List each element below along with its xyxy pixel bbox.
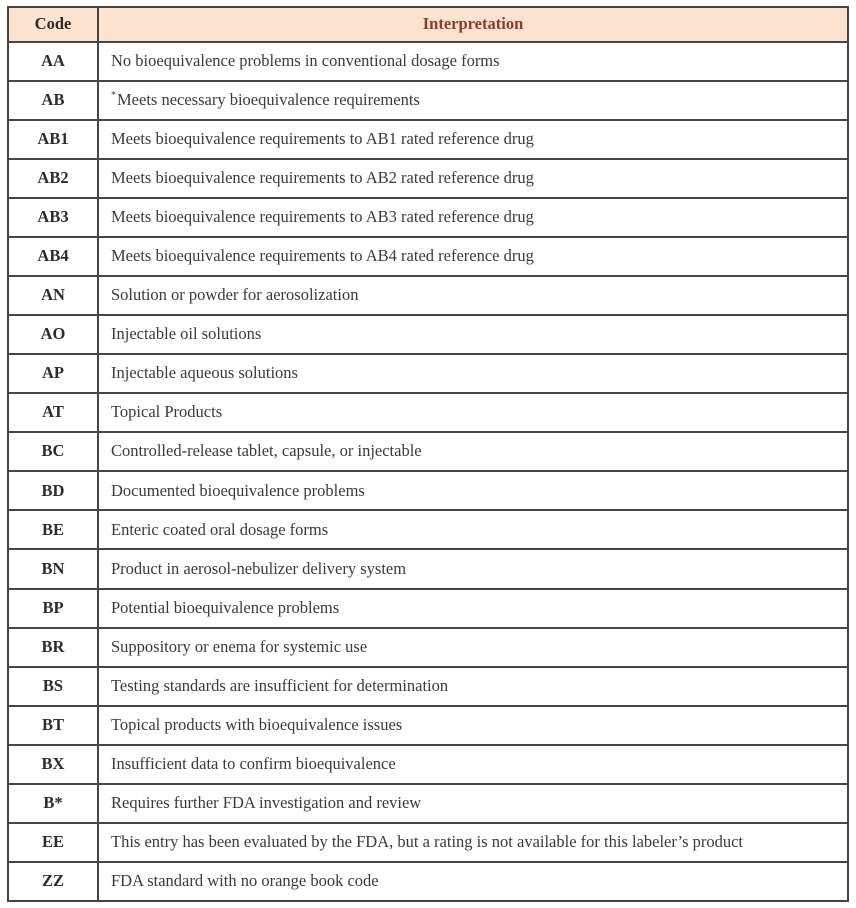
table-row — [8, 237, 848, 276]
interpretation-cell — [98, 81, 848, 120]
interpretation-cell — [98, 784, 848, 823]
interpretation-cell — [98, 510, 848, 549]
table-row — [8, 432, 848, 471]
code-cell: AB — [8, 81, 98, 120]
interpretation-text: Meets bioequivalence requirements to AB1 rated reference drug — [111, 128, 534, 148]
table-body — [8, 42, 848, 901]
interpretation-column-header: Interpretation — [98, 7, 848, 42]
code-cell: AB1 — [8, 120, 98, 159]
code-cell: ZZ — [8, 862, 98, 901]
interpretation-cell — [98, 745, 848, 784]
interpretation-text: Solution or powder for aerosolization — [111, 285, 359, 305]
table-row — [8, 159, 848, 198]
code-cell: AB2 — [8, 159, 98, 198]
code-cell: AO — [8, 315, 98, 354]
code-cell: AN — [8, 276, 98, 315]
table-row — [8, 81, 848, 120]
interpretation-cell — [98, 589, 848, 628]
interpretation-text: Enteric coated oral dosage forms — [111, 519, 329, 539]
table-row — [8, 315, 848, 354]
code-cell: AT — [8, 393, 98, 432]
code-cell: BE — [8, 510, 98, 549]
interpretation-cell — [98, 159, 848, 198]
interpretation-cell — [98, 471, 848, 510]
interpretation-text: Meets bioequivalence requirements to AB3 rated reference drug — [111, 207, 534, 227]
interpretation-text: Product in aerosol-nebulizer delivery system — [111, 558, 407, 578]
table-row — [8, 42, 848, 81]
footnote-marker: * — [111, 90, 116, 102]
interpretation-text: Potential bioequivalence problems — [111, 597, 340, 617]
header-row — [8, 7, 848, 42]
interpretation-text: Injectable oil solutions — [111, 324, 262, 344]
interpretation-cell — [98, 42, 848, 81]
interpretation-cell — [98, 432, 848, 471]
interpretation-cell — [98, 628, 848, 667]
interpretation-text: Topical Products — [111, 402, 223, 422]
interpretation-cell — [98, 237, 848, 276]
code-cell: AB4 — [8, 237, 98, 276]
interpretation-text: Insufficient data to confirm bioequivalence — [111, 753, 396, 773]
interpretation-cell — [98, 198, 848, 237]
code-cell: AB3 — [8, 198, 98, 237]
table-row — [8, 823, 848, 862]
code-cell: BS — [8, 667, 98, 706]
interpretation-text: Documented bioequivalence problems — [111, 480, 365, 500]
code-column-header: Code — [8, 7, 98, 42]
code-cell: BP — [8, 589, 98, 628]
interpretation-text: FDA standard with no orange book code — [111, 871, 379, 891]
table-row — [8, 589, 848, 628]
interpretation-cell — [98, 823, 848, 862]
code-cell: BR — [8, 628, 98, 667]
table-row — [8, 510, 848, 549]
table-row — [8, 354, 848, 393]
table-row — [8, 706, 848, 745]
interpretation-text: Suppository or enema for systemic use — [111, 636, 368, 656]
code-cell: EE — [8, 823, 98, 862]
code-cell: BN — [8, 549, 98, 588]
code-cell: AP — [8, 354, 98, 393]
interpretation-cell — [98, 315, 848, 354]
interpretation-cell — [98, 354, 848, 393]
interpretation-text: Meets bioequivalence requirements to AB4 rated reference drug — [111, 246, 534, 266]
table-row — [8, 120, 848, 159]
orange-book-codes-table — [7, 6, 849, 902]
interpretation-text: Controlled-release tablet, capsule, or injectable — [111, 441, 422, 461]
interpretation-text: Requires further FDA investigation and review — [111, 793, 422, 813]
table-row — [8, 393, 848, 432]
interpretation-text: Meets necessary bioequivalence requirements — [117, 89, 420, 109]
interpretation-text: Injectable aqueous solutions — [111, 363, 298, 383]
code-cell: B* — [8, 784, 98, 823]
table-row — [8, 198, 848, 237]
table-row — [8, 862, 848, 901]
interpretation-cell — [98, 549, 848, 588]
interpretation-cell — [98, 393, 848, 432]
table-row — [8, 276, 848, 315]
table-row — [8, 784, 848, 823]
interpretation-cell — [98, 667, 848, 706]
interpretation-cell — [98, 276, 848, 315]
code-cell: BC — [8, 432, 98, 471]
interpretation-cell — [98, 862, 848, 901]
code-cell: BD — [8, 471, 98, 510]
code-cell: AA — [8, 42, 98, 81]
code-cell: BX — [8, 745, 98, 784]
table-header — [8, 7, 848, 42]
table-row — [8, 745, 848, 784]
table-row — [8, 667, 848, 706]
interpretation-cell — [98, 706, 848, 745]
table-row — [8, 471, 848, 510]
interpretation-text: Topical products with bioequivalence issues — [111, 714, 403, 734]
interpretation-text: Meets bioequivalence requirements to AB2 rated reference drug — [111, 168, 534, 188]
interpretation-text: Testing standards are insufficient for determination — [111, 675, 449, 695]
code-cell: BT — [8, 706, 98, 745]
interpretation-text: This entry has been evaluated by the FDA, but a rating is not available for this labeler’s product — [111, 832, 744, 852]
table-row — [8, 549, 848, 588]
interpretation-cell — [98, 120, 848, 159]
interpretation-text: No bioequivalence problems in conventional dosage forms — [111, 50, 500, 70]
table-row — [8, 628, 848, 667]
